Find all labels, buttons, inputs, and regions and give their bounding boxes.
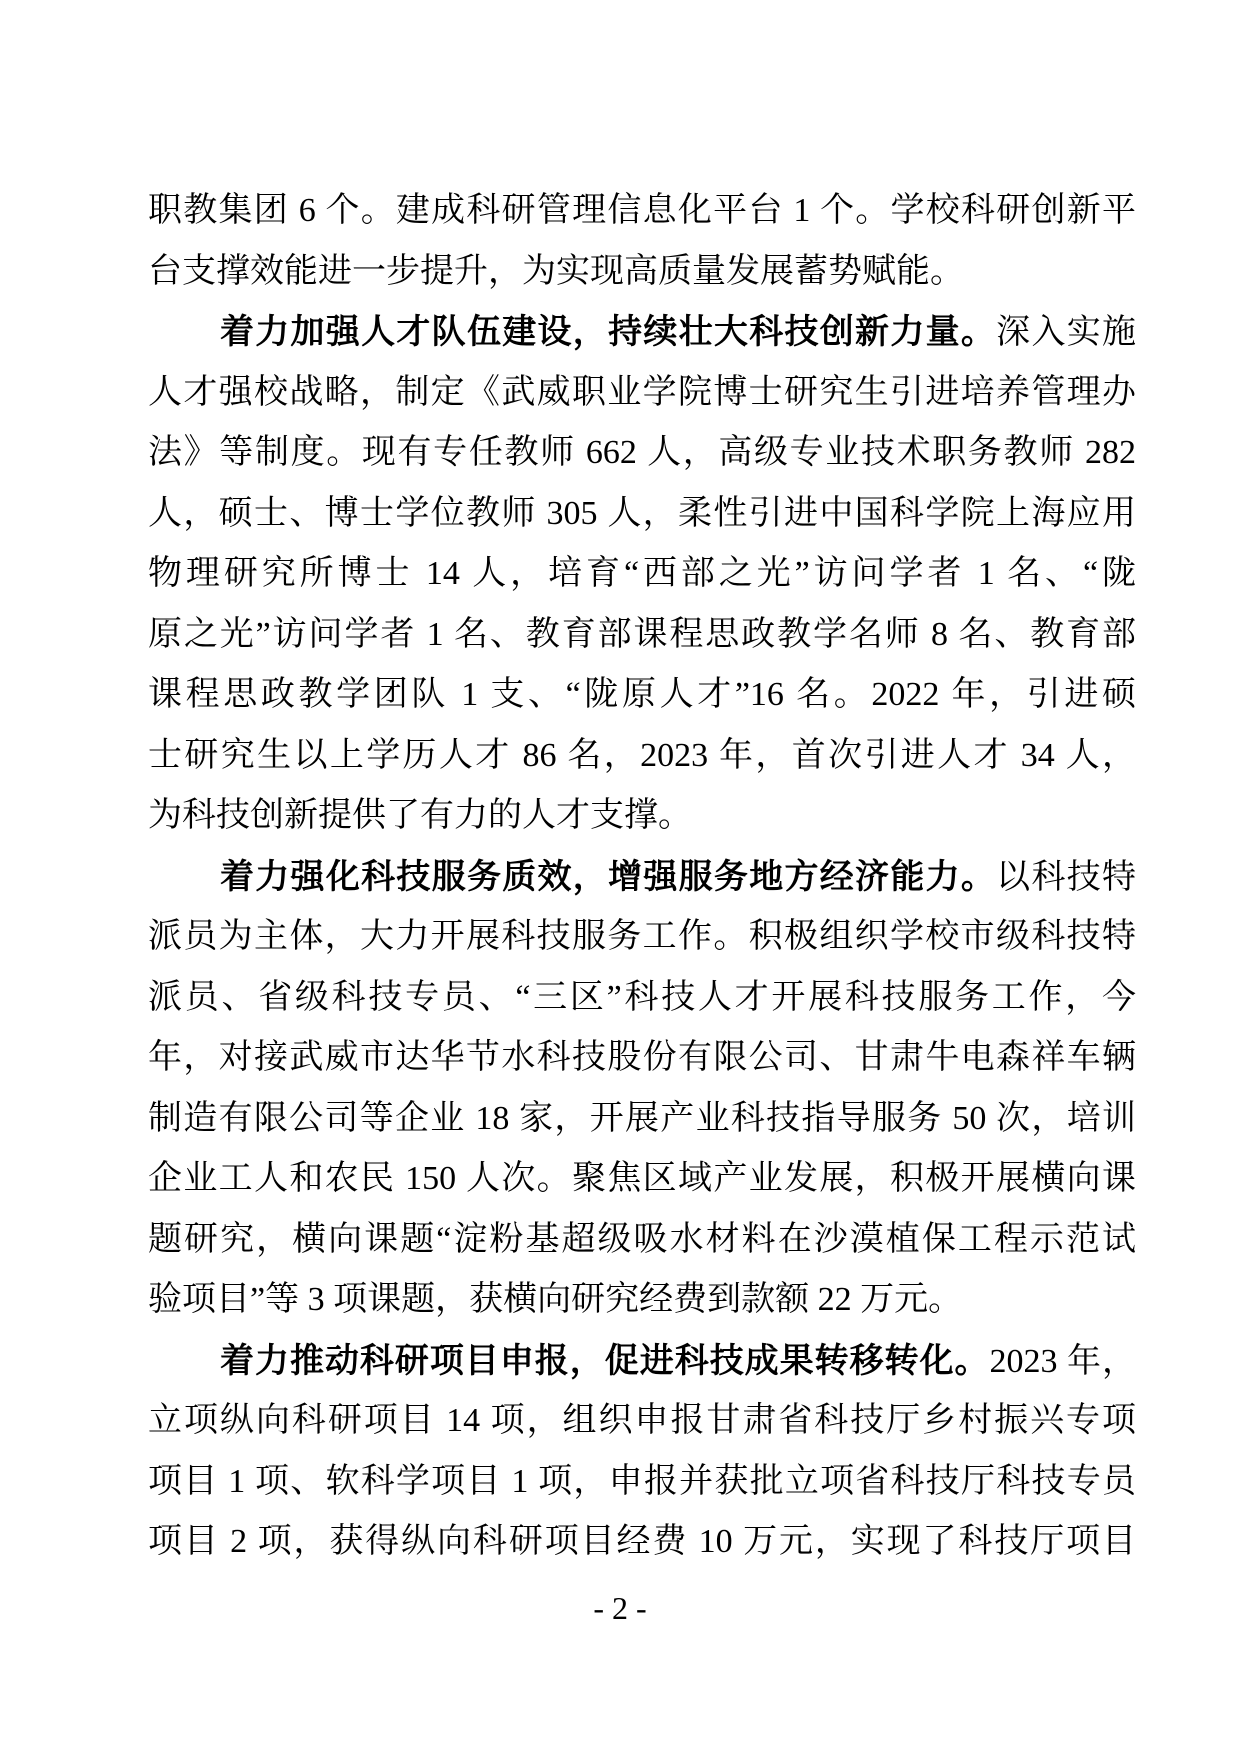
text-line: [148, 1210, 1136, 1271]
body-text: 企业工人和农民 150 人次。聚焦区域产业发展，积极开展横向课: [148, 1160, 1136, 1197]
text-line: [148, 302, 1136, 363]
text-line: [148, 1149, 1136, 1210]
text-line: [148, 1452, 1136, 1513]
text-line: [148, 907, 1136, 968]
body-text: 项目 1 项、软科学项目 1 项，申报并获批立项省科技厅科技专员: [148, 1462, 1136, 1500]
body-text: 法》等制度。现有专任教师 662 人，高级专业技术职务教师 282: [148, 434, 1136, 471]
body-text: 人，硕士、博士学位教师 305 人，柔性引进中国科学院上海应用: [148, 494, 1136, 532]
text-line: [148, 1270, 1136, 1331]
body-text: 原之光”访问学者 1 名、教育部课程思政教学名师 8 名、教育部: [148, 615, 1136, 653]
body-text: 以科技特: [996, 858, 1136, 896]
text-line: [148, 726, 1136, 787]
text-line: [148, 242, 1136, 303]
text-line: [148, 847, 1136, 908]
text-line: [148, 1331, 1136, 1392]
body-text: 深入实施: [996, 314, 1136, 351]
body-text: 验项目”等 3 项课题，获横向研究经费到款额 22 万元。: [148, 1281, 963, 1318]
page-number: - 2 -: [593, 1590, 647, 1626]
text-line: [148, 181, 1136, 242]
body-text: 物理研究所博士 14 人，培育“西部之光”访问学者 1 名、“陇: [148, 555, 1136, 592]
text-line: [148, 665, 1136, 726]
paragraph-lead-text: 着力推动科研项目申报，促进科技成果转移转化。: [220, 1341, 990, 1380]
body-text: 项目 2 项，获得纵向科研项目经费 10 万元，实现了科技厅项目: [148, 1523, 1136, 1560]
text-line: [148, 363, 1136, 424]
body-text: 为科技创新提供了有力的人才支撑。: [148, 797, 692, 834]
text-line: [148, 786, 1136, 847]
text-line: [148, 423, 1136, 484]
body-text: 年，对接武威市达华节水科技股份有限公司、甘肃牛电森祥车辆: [148, 1039, 1136, 1076]
text-line: [148, 1089, 1136, 1150]
text-line: [148, 544, 1136, 605]
text-line: [148, 1512, 1136, 1573]
page-footer: [0, 1588, 1240, 1628]
document-body: [148, 181, 1136, 1573]
body-text: 题研究，横向课题“淀粉基超级吸水材料在沙漠植保工程示范试: [148, 1220, 1136, 1258]
body-text: 立项纵向科研项目 14 项，组织申报甘肃省科技厅乡村振兴专项: [148, 1402, 1136, 1439]
body-text: 士研究生以上学历人才 86 名，2023 年，首次引进人才 34 人，: [148, 736, 1136, 774]
body-text: 台支撑效能进一步提升，为实现高质量发展蓄势赋能。: [148, 252, 964, 290]
body-text: 制造有限公司等企业 18 家，开展产业科技指导服务 50 次，培训: [148, 1099, 1136, 1137]
text-line: [148, 605, 1136, 666]
text-line: [148, 484, 1136, 545]
text-line: [148, 1391, 1136, 1452]
body-text: 人才强校战略，制定《武威职业学院博士研究生引进培养管理办: [148, 373, 1136, 411]
text-line: [148, 968, 1136, 1029]
body-text: 职教集团 6 个。建成科研管理信息化平台 1 个。学校科研创新平: [148, 192, 1136, 229]
paragraph-lead-text: 着力加强人才队伍建设，持续壮大科技创新力量。: [220, 313, 997, 351]
body-text: 2023 年，: [989, 1342, 1136, 1380]
text-line: [148, 1028, 1136, 1089]
body-text: 派员为主体，大力开展科技服务工作。积极组织学校市级科技特: [148, 918, 1136, 955]
body-text: 派员、省级科技专员、“三区”科技人才开展科技服务工作，今: [148, 978, 1136, 1016]
body-text: 课程思政教学团队 1 支、“陇原人才”16 名。2022 年，引进硕: [148, 676, 1136, 713]
paragraph-lead-text: 着力强化科技服务质效，增强服务地方经济能力。: [220, 857, 997, 896]
